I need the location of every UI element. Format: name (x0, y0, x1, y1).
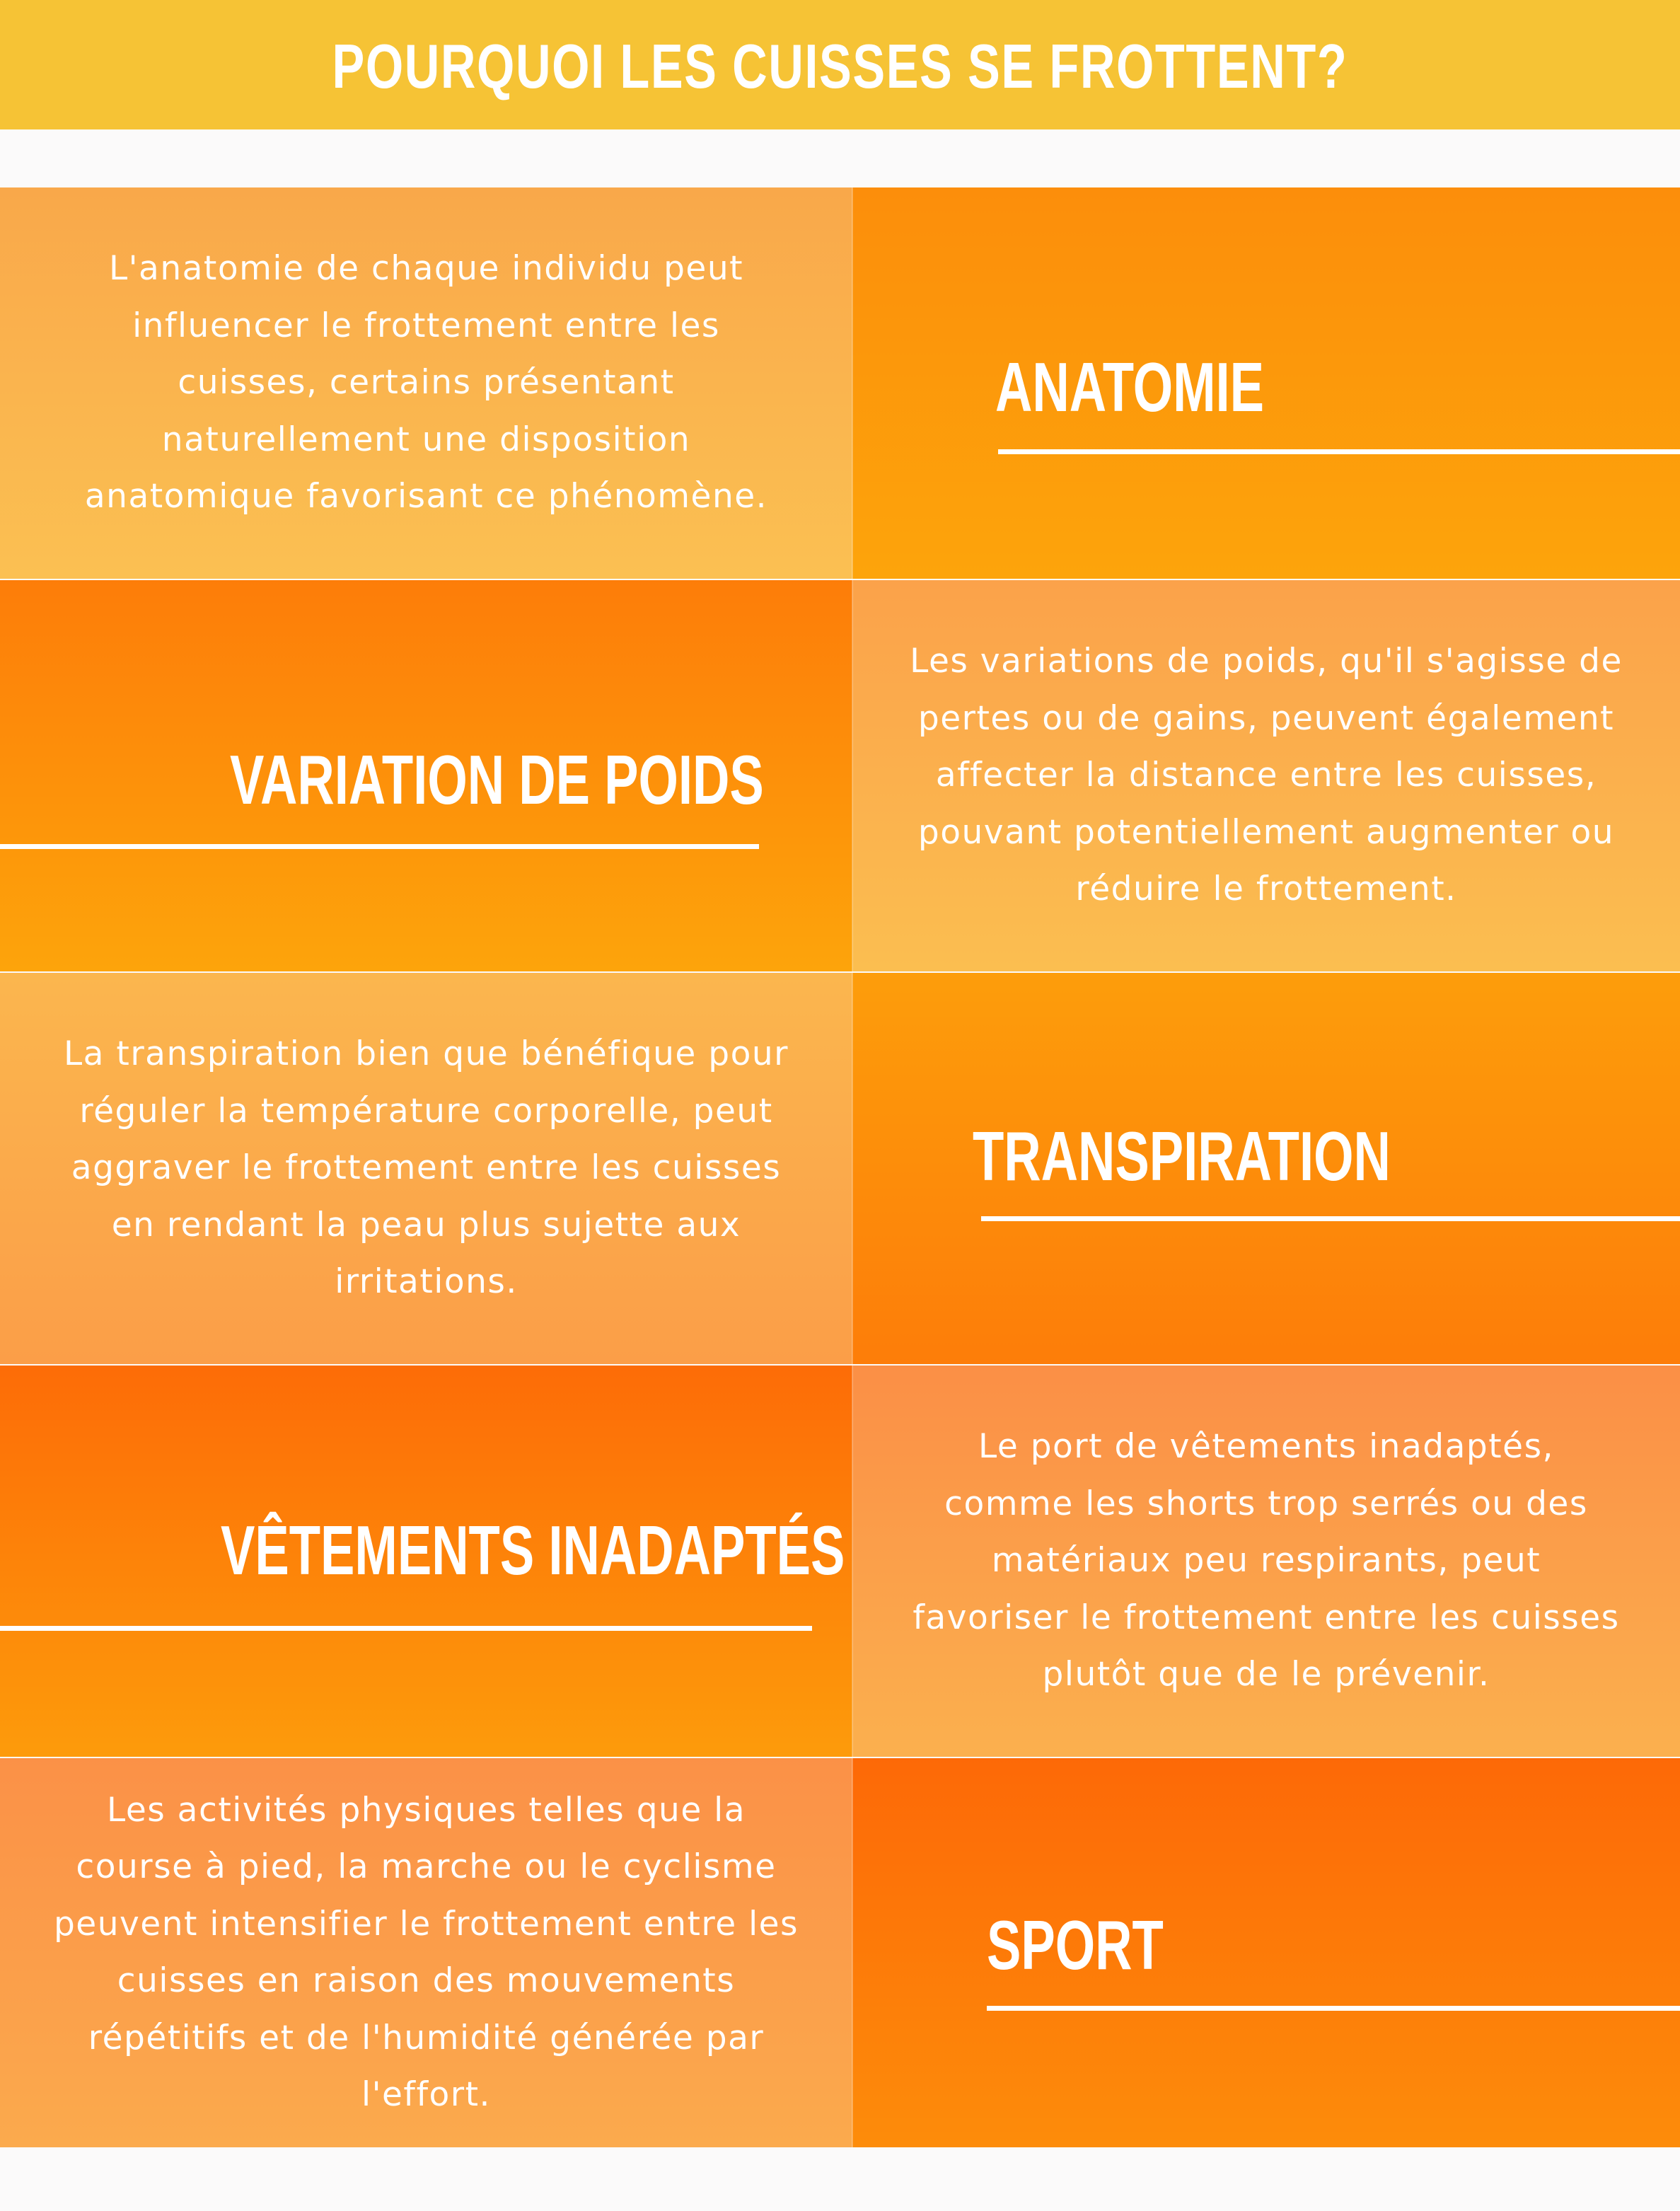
section-poids-text: Les variations de poids, qu'il s'agisse de pertes ou de gains, peuvent également affecter la distance entre les cuisses, pouvant potentiellement augmenter ou réduire le frottement. (910, 642, 1623, 909)
section-vetements-description-panel (852, 1366, 1680, 1757)
title-banner (0, 0, 1680, 129)
section-transpiration-description-panel (0, 973, 852, 1364)
section-anatomie-description-panel (0, 187, 852, 579)
section-anatomie-text: L'anatomie de chaque individu peut influencer le frottement entre les cuisses, certains présentant naturellement une disposition anatomique favorisant ce phénomène. (84, 249, 768, 516)
section-sport-heading: SPORT (987, 1906, 1164, 1984)
section-transpiration-underline (981, 1216, 1680, 1221)
section-vetements-underline (0, 1626, 812, 1631)
section-vetements-heading-panel (0, 1366, 852, 1757)
section-anatomie-heading-panel (852, 187, 1680, 579)
section-poids-description-panel (852, 580, 1680, 971)
section-sport-description-panel (0, 1758, 852, 2147)
column-divider (852, 187, 853, 2147)
section-transpiration-text: La transpiration bien que bénéfique pour réguler la température corporelle, peut aggraver le frottement entre les cuisses en rendant la peau plus sujette aux irritations. (64, 1034, 789, 1302)
section-transpiration-heading-panel (852, 973, 1680, 1364)
section-transpiration-heading: TRANSPIRATION (973, 1117, 1391, 1195)
section-poids-underline (0, 844, 759, 849)
section-anatomie-heading: ANATOMIE (995, 348, 1265, 426)
page-title: POURQUOI LES CUISSES SE FROTTENT? (332, 30, 1348, 101)
section-sport-text: Les activités physiques telles que la course à pied, la marche ou le cyclisme peuvent intensifier le frottement entre les cuisses en raison des mouvements répétitifs et de l'humidité générée par l'effort. (53, 1790, 799, 2114)
section-vetements-text: Le port de vêtements inadaptés, comme les shorts trop serrés ou des matériaux peu respirants, peut favoriser le frottement entre les cuisses plutôt que de le prévenir. (913, 1427, 1620, 1695)
section-poids-heading: VARIATION DE POIDS (230, 741, 764, 819)
section-anatomie-underline (998, 449, 1680, 454)
section-sport-underline (987, 2006, 1680, 2011)
section-vetements-heading: VÊTEMENTS INADAPTÉS (221, 1511, 845, 1589)
section-sport-heading-panel (852, 1758, 1680, 2147)
section-poids-heading-panel (0, 580, 852, 971)
